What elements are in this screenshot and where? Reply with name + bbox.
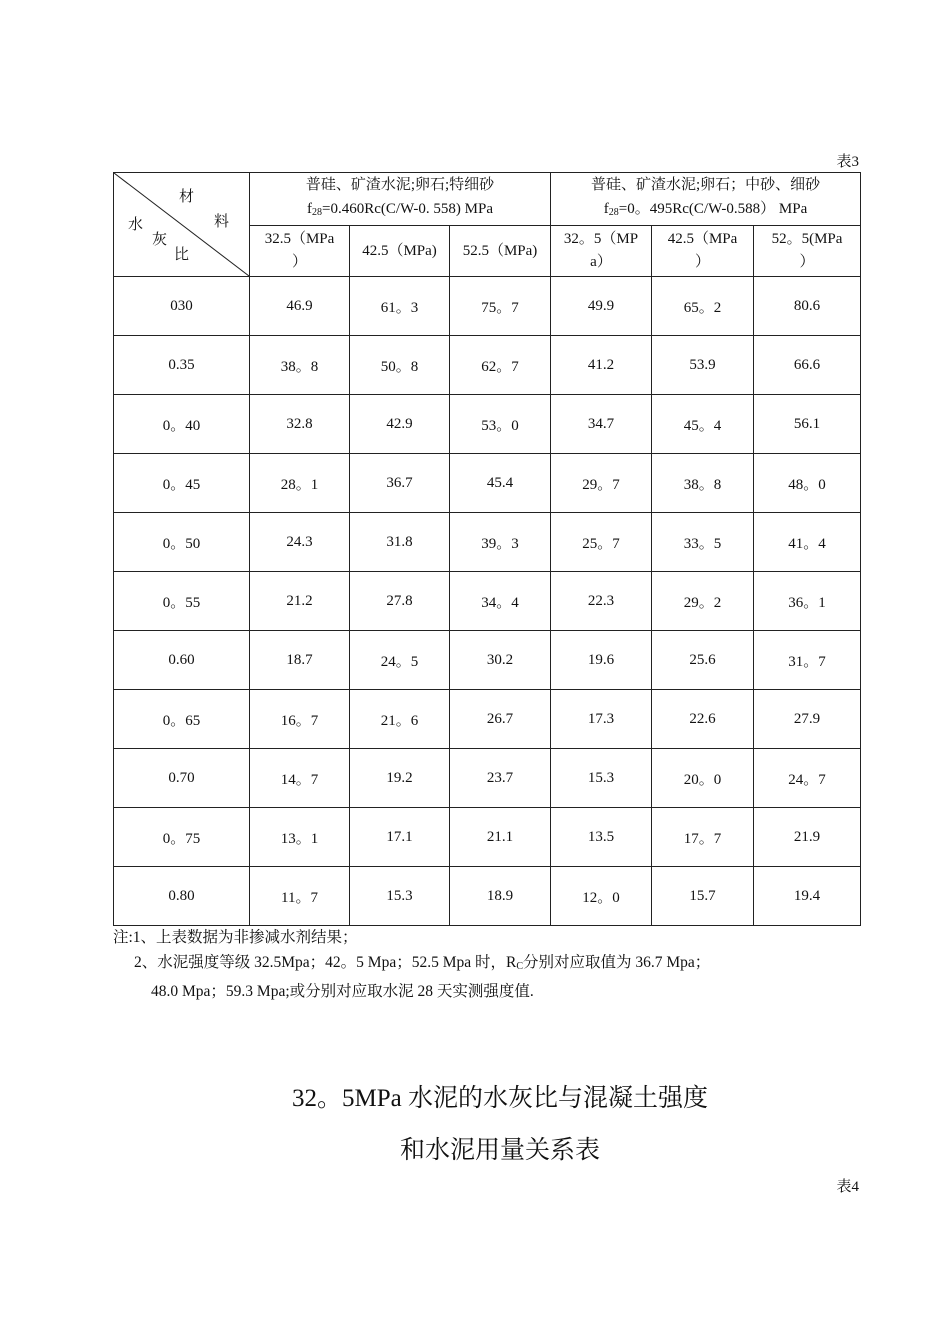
corner-label-wc-3: 比 [174,247,190,263]
strength-cell: 46.9 [250,277,350,336]
strength-cell: 25.6 [652,631,754,690]
diagonal-corner-header [114,173,250,277]
strength-cell: 26.7 [450,690,551,749]
strength-cell: 21。6 [350,690,450,749]
strength-cell: 62。7 [450,336,551,395]
strength-cell: 34。4 [450,572,551,631]
strength-cell: 48。0 [754,454,861,513]
strength-cell: 13.5 [551,808,652,867]
table-row [114,513,861,572]
strength-cell: 24。7 [754,749,861,808]
strength-cell: 36.7 [350,454,450,513]
strength-cell: 30.2 [450,631,551,690]
strength-cell: 17.1 [350,808,450,867]
strength-cell: 19.4 [754,867,861,926]
group-header-line: 普硅、矿渣水泥;卵石；中砂、细砂 [590,177,821,193]
strength-cell: 25。7 [551,513,652,572]
subheader-cell: 52。5(MPa ） [754,226,861,277]
table-row [114,690,861,749]
strength-cell: 23.7 [450,749,551,808]
table-row [114,749,861,808]
wc-ratio-cell: 0。50 [114,513,250,572]
strength-cell: 22.3 [551,572,652,631]
group-formula: $f_{28}=0.460Rc(C/W-0$. 558) MPa [307,201,493,218]
wc-ratio-cell: 0.60 [114,631,250,690]
group-header-fine-sand [250,173,551,226]
strength-cell: 24。5 [350,631,450,690]
table-3-label: 表3 [836,154,859,170]
strength-cell: 49.9 [551,277,652,336]
corner-label-material-1: 材 [179,189,195,205]
strength-cell: 11。7 [250,867,350,926]
corner-label-wc-2: 灰 [152,232,168,248]
table-row [114,454,861,513]
table-row [114,277,861,336]
strength-cell: 27.8 [350,572,450,631]
table-row [114,867,861,926]
table-row [114,336,861,395]
strength-cell: 33。5 [652,513,754,572]
strength-cell: 24.3 [250,513,350,572]
strength-cell: 36。1 [754,572,861,631]
strength-cell: 53.9 [652,336,754,395]
strength-cell: 17。7 [652,808,754,867]
section-title-line-1: 32。5MPa 水泥的水灰比与混凝土强度 [292,1085,708,1112]
strength-cell: 42.9 [350,395,450,454]
strength-cell: 75。7 [450,277,551,336]
strength-cell: 14。7 [250,749,350,808]
table-notes [113,925,873,1004]
strength-cell: 41。4 [754,513,861,572]
corner-label-material-2: 料 [214,214,230,230]
strength-cell: 21.1 [450,808,551,867]
strength-cell: 56.1 [754,395,861,454]
strength-cell: 21.2 [250,572,350,631]
strength-cell: 34.7 [551,395,652,454]
group-header-line: 普硅、矿渣水泥;卵石;特细砂 [305,177,495,193]
strength-cell: 31。7 [754,631,861,690]
wc-ratio-cell: 030 [114,277,250,336]
subheader-cell: 42.5（MPa) [350,226,450,277]
strength-cell: 80.6 [754,277,861,336]
wc-ratio-cell: 0。75 [114,808,250,867]
strength-cell: 29。7 [551,454,652,513]
table-row [114,395,861,454]
subheader-cell: 32。5（MP a） [551,226,652,277]
strength-cell: 45。4 [652,395,754,454]
strength-cell: 18.7 [250,631,350,690]
strength-cell: 20。0 [652,749,754,808]
strength-cell: 12。0 [551,867,652,926]
strength-cell: 38。8 [250,336,350,395]
wc-ratio-cell: 0。45 [114,454,250,513]
strength-cell: 41.2 [551,336,652,395]
strength-cell: 39。3 [450,513,551,572]
wc-ratio-cell: 0.35 [114,336,250,395]
corner-label-wc-1: 水 [128,217,144,233]
strength-cell: 53。0 [450,395,551,454]
wc-ratio-cell: 0。65 [114,690,250,749]
strength-cell: 29。2 [652,572,754,631]
table-row [114,631,861,690]
strength-cell: 21.9 [754,808,861,867]
strength-cell: 31.8 [350,513,450,572]
section-title-line-2: 和水泥用量关系表 [399,1137,600,1164]
group-formula: $f_{28}=0$。495Rc(C/W-0.588） MPa [603,201,808,218]
strength-cell: 15.3 [350,867,450,926]
subheader-cell: 52.5（MPa) [450,226,551,277]
strength-cell: 19.6 [551,631,652,690]
subheader-cell: 42.5（MPa ） [652,226,754,277]
strength-cell: 45.4 [450,454,551,513]
strength-cell: 15.3 [551,749,652,808]
group-header-medium-sand [551,173,861,226]
subheader-cell: 32.5（MPa ） [250,226,350,277]
table-4-label: 表4 [836,1179,859,1195]
strength-cell: 18.9 [450,867,551,926]
table-row [114,572,861,631]
wc-ratio-cell: 0。55 [114,572,250,631]
note-line-2: 2、水泥强度等级 32.5Mpa；42。5 Mpa；52.5 Mpa 时，$R_C$分别对应取值为 36.7 Mpa； [134,954,711,972]
strength-cell: 38。8 [652,454,754,513]
strength-cell: 28。1 [250,454,350,513]
strength-cell: 27.9 [754,690,861,749]
strength-table [113,172,861,926]
strength-cell: 13。1 [250,808,350,867]
table-row [114,808,861,867]
wc-ratio-cell: 0.70 [114,749,250,808]
strength-cell: 66.6 [754,336,861,395]
strength-cell: 22.6 [652,690,754,749]
strength-cell: 15.7 [652,867,754,926]
strength-cell: 16。7 [250,690,350,749]
strength-cell: 61。3 [350,277,450,336]
wc-ratio-cell: 0。40 [114,395,250,454]
note-line-3: 48.0 Mpa；59.3 Mpa;或分别对应取水泥 28 天实测强度值. [151,983,534,1000]
strength-cell: 50。8 [350,336,450,395]
strength-cell: 17.3 [551,690,652,749]
strength-cell: 65。2 [652,277,754,336]
strength-cell: 19.2 [350,749,450,808]
wc-ratio-cell: 0.80 [114,867,250,926]
strength-cell: 32.8 [250,395,350,454]
note-line-1: 注:1、上表数据为非掺减水剂结果； [113,929,358,946]
